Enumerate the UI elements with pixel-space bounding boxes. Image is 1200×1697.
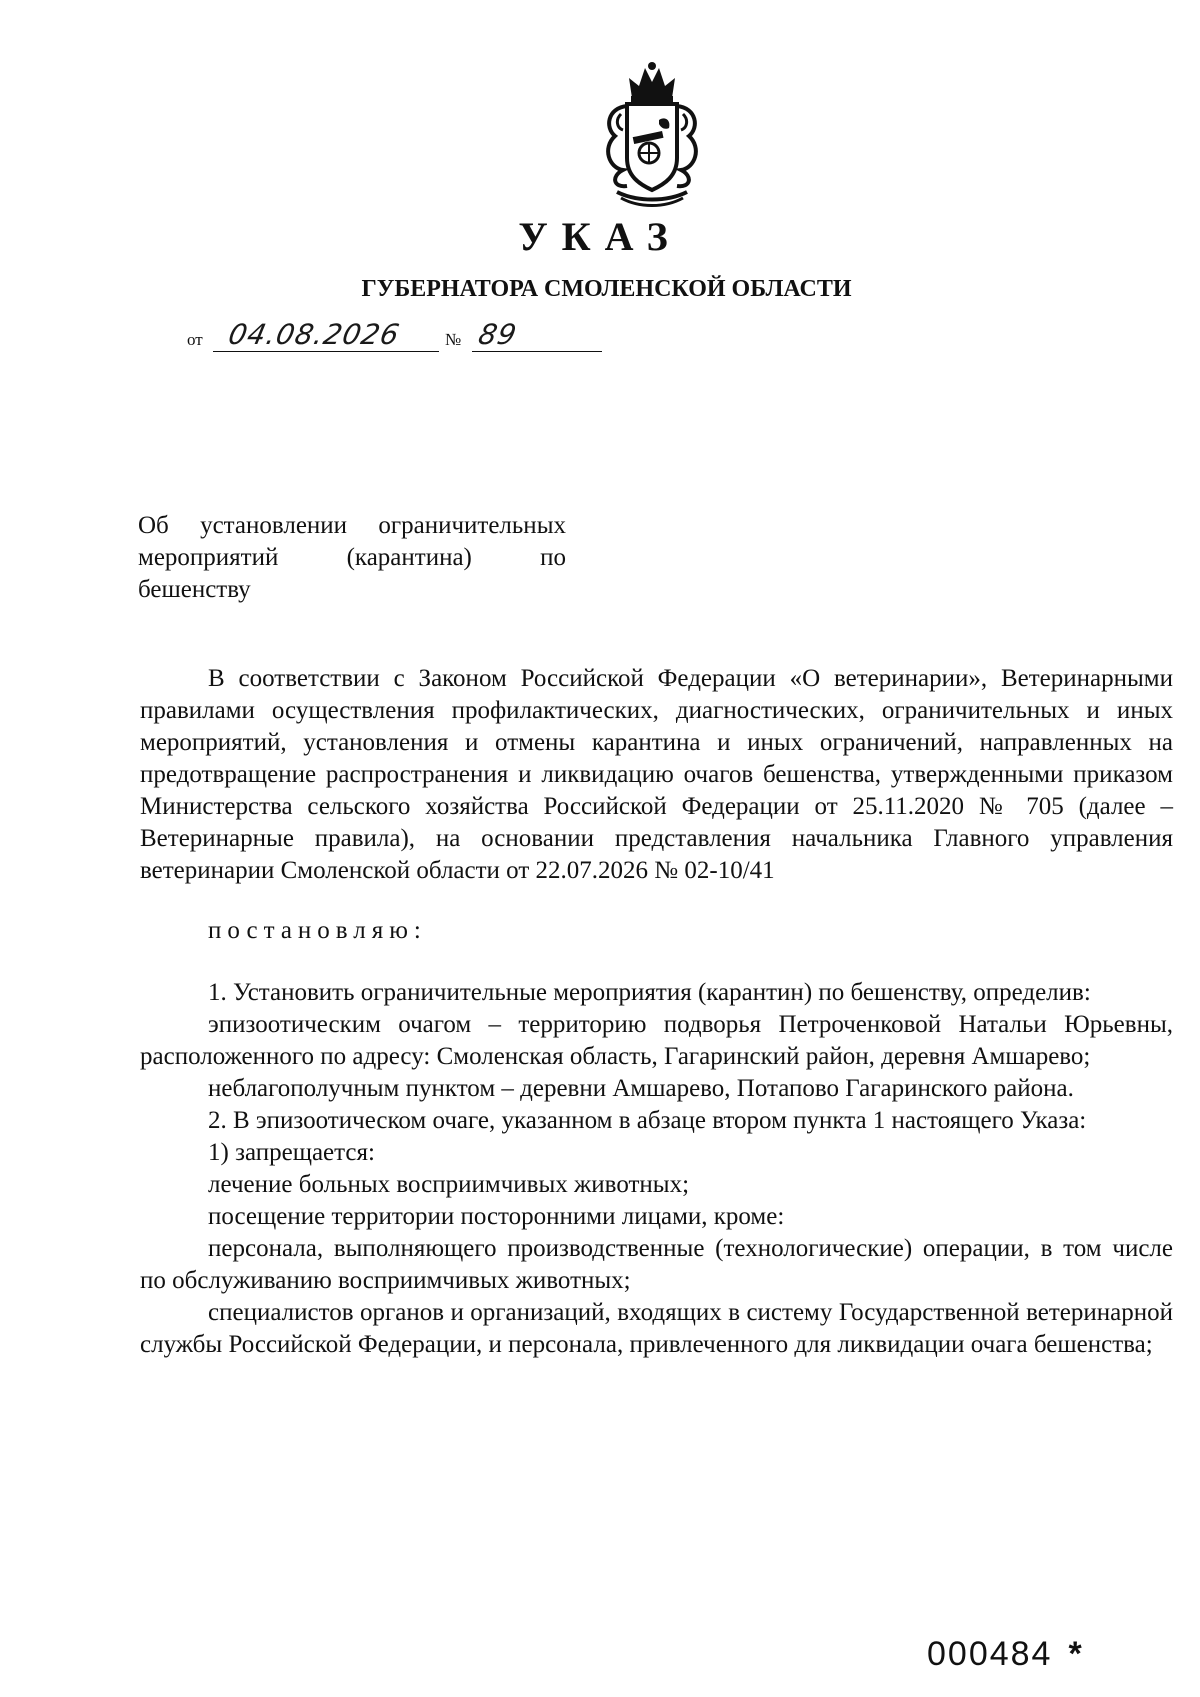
body-paragraph: 2. В эпизоотическом очаге, указанном в абзаце втором пункта 1 настоящего Указа:: [208, 1107, 1087, 1134]
body-paragraph: неблагополучным пунктом – деревни Амшарево, Потапово Гагаринского района.: [208, 1075, 1074, 1102]
number-label: №: [445, 330, 462, 349]
document-subtitle: ГУБЕРНАТОРА СМОЛЕНСКОЙ ОБЛАСТИ: [361, 276, 852, 302]
asterisk-mark: *: [1068, 1635, 1084, 1673]
decree-word: постановляю:: [208, 917, 427, 944]
handwritten-date: 04.08.2026: [225, 318, 403, 351]
decree-body: [140, 663, 1173, 1361]
subject-line: мероприятий (карантина) по: [138, 544, 566, 571]
date-number-line: [187, 318, 617, 358]
subject-line: бешенству: [138, 576, 251, 603]
serial-number: 000484: [927, 1635, 1053, 1673]
body-paragraph: 1. Установить ограничительные мероприятия (карантин) по бешенству, определив:: [208, 979, 1091, 1006]
subject-line: Об установлении ограничительных: [138, 512, 566, 539]
coat-of-arms-emblem: [587, 58, 717, 208]
decree-subject: [138, 510, 566, 606]
body-paragraph: лечение больных восприимчивых животных;: [208, 1171, 690, 1198]
date-from-label: от: [187, 330, 203, 349]
number-underline: [472, 351, 602, 352]
preamble-paragraph: В соответствии с Законом Российской Федерации «О ветеринарии», Ветеринарными правилами осуществления профилактических, диагностических, ограничительных и иных мероприятий, установления и отмены карантина и иных ограничений, направленных на предотвращение распространения и ликвидацию очагов бешенства, утвержденными приказом Министерства сельского хозяйства Российской Федерации от 25.11.2020 № 705 (далее – Ветеринарные правила), на основании представления начальника Главного управления ветеринарии Смоленской области от 22.07.2026 № 02-10/41: [140, 665, 1173, 884]
date-underline: [213, 351, 439, 352]
serial-stamp: [927, 1635, 1084, 1674]
body-paragraph: специалистов органов и организаций, входящих в систему Государственной ветеринарной службы Российской Федерации, и персонала, привлеченного для ликвидации очага бешенства;: [140, 1299, 1173, 1358]
body-paragraph: эпизоотическим очагом – территорию подворья Петроченковой Натальи Юрьевны, расположенного по адресу: Смоленская область, Гагаринский район, деревня Амшарево;: [140, 1011, 1173, 1070]
document-title: УКАЗ: [518, 214, 682, 259]
body-paragraph: посещение территории посторонними лицами, кроме:: [208, 1203, 785, 1230]
body-paragraph: 1) запрещается:: [208, 1139, 375, 1166]
body-paragraph: персонала, выполняющего производственные (технологические) операции, в том числе по обслуживанию восприимчивых животных;: [140, 1235, 1173, 1294]
handwritten-number: 89: [475, 318, 521, 351]
